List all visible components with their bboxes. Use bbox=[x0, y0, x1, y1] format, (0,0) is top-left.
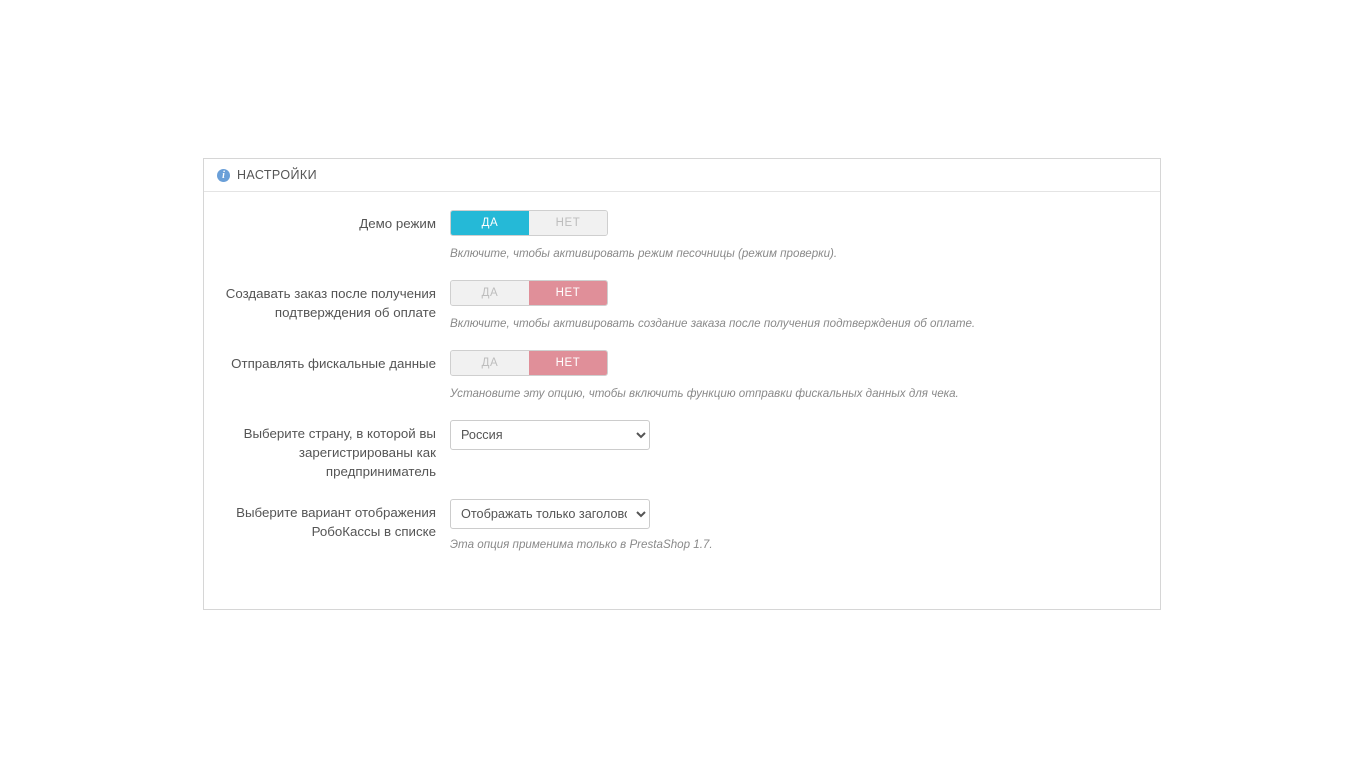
switch-create-order-yes[interactable]: ДА bbox=[451, 281, 529, 305]
panel-body bbox=[204, 192, 1160, 553]
hint-create-order: Включите, чтобы активировать создание заказа после получения подтверждения об оплате. bbox=[450, 317, 976, 330]
control-demo-mode bbox=[450, 210, 1160, 262]
switch-create-order[interactable] bbox=[450, 280, 608, 306]
switch-fiscal-data-yes[interactable]: ДА bbox=[451, 351, 529, 375]
form-row-country bbox=[204, 420, 1160, 481]
hint-fiscal-data: Установите эту опцию, чтобы включить функцию отправки фискальных данных для чека. bbox=[450, 387, 959, 400]
control-country bbox=[450, 420, 1160, 450]
display-mode-select[interactable] bbox=[450, 499, 650, 529]
switch-demo-mode[interactable] bbox=[450, 210, 608, 236]
switch-create-order-no[interactable]: НЕТ bbox=[529, 281, 607, 305]
form-row-demo-mode bbox=[204, 210, 1160, 262]
label-demo-mode: Демо режим bbox=[359, 216, 436, 231]
page-title: НАСТРОЙКИ bbox=[237, 168, 317, 182]
switch-demo-mode-no[interactable]: НЕТ bbox=[529, 211, 607, 235]
form-row-create-order bbox=[204, 280, 1160, 332]
info-icon: i bbox=[217, 169, 230, 182]
control-create-order bbox=[450, 280, 1160, 332]
hint-display-mode: Эта опция применима только в PrestaShop 1.7. bbox=[450, 538, 713, 551]
control-display-mode bbox=[450, 499, 1160, 553]
switch-demo-mode-yes[interactable]: ДА bbox=[451, 211, 529, 235]
panel-header bbox=[204, 159, 1160, 192]
settings-panel bbox=[203, 158, 1161, 610]
label-display-mode: Выберите вариант отображения РобоКассы в списке bbox=[236, 505, 436, 539]
form-row-fiscal-data bbox=[204, 350, 1160, 402]
label-create-order: Создавать заказ после получения подтверждения об оплате bbox=[225, 286, 436, 320]
label-fiscal-data: Отправлять фискальные данные bbox=[231, 356, 436, 371]
form-row-display-mode bbox=[204, 499, 1160, 553]
country-select[interactable] bbox=[450, 420, 650, 450]
switch-fiscal-data-no[interactable]: НЕТ bbox=[529, 351, 607, 375]
switch-fiscal-data[interactable] bbox=[450, 350, 608, 376]
hint-demo-mode: Включите, чтобы активировать режим песочницы (режим проверки). bbox=[450, 247, 838, 260]
label-country: Выберите страну, в которой вы зарегистрированы как предприниматель bbox=[243, 426, 436, 479]
control-fiscal-data bbox=[450, 350, 1160, 402]
